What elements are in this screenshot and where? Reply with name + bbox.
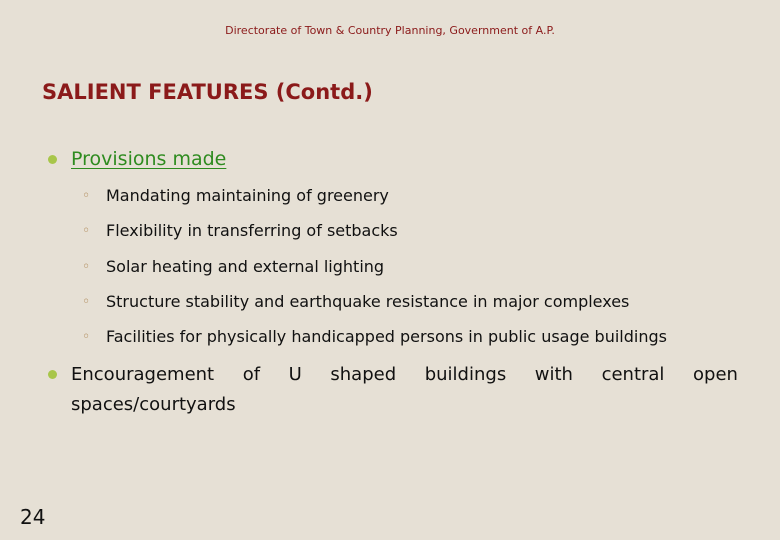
page-number: 24: [20, 505, 46, 529]
enc-word: with: [534, 364, 573, 385]
bullet-dot-icon: [48, 370, 57, 379]
encouragement-line1: [71, 364, 738, 385]
sub-item: [82, 186, 389, 205]
enc-word: central: [601, 364, 665, 385]
sub-item-text: Solar heating and external lighting: [106, 257, 385, 276]
bullet-encouragement: [48, 364, 738, 415]
bullet-dot-icon: [48, 155, 57, 164]
header-text: Directorate of Town & Country Planning, Government of A.P.: [225, 24, 555, 37]
sub-item: [82, 221, 398, 240]
enc-word: of: [242, 364, 261, 385]
ring-bullet-icon: ◦: [82, 187, 91, 204]
provisions-heading: Provisions made: [71, 148, 227, 170]
ring-bullet-icon: ◦: [82, 293, 91, 310]
enc-word: U: [288, 364, 302, 385]
sub-item-text: Structure stability and earthquake resistance in major complexes: [106, 292, 630, 311]
sub-item-text: Mandating maintaining of greenery: [106, 186, 389, 205]
bullet-provisions: [48, 148, 226, 170]
slide-title: SALIENT FEATURES (Contd.): [42, 80, 373, 104]
sub-item-text: Facilities for physically handicapped persons in public usage buildings: [106, 327, 667, 346]
ring-bullet-icon: ◦: [82, 222, 91, 239]
sub-item: [82, 327, 667, 346]
sub-item-text: Flexibility in transferring of setbacks: [106, 221, 398, 240]
ring-bullet-icon: ◦: [82, 328, 91, 345]
enc-word: buildings: [424, 364, 507, 385]
enc-word: shaped: [330, 364, 397, 385]
ring-bullet-icon: ◦: [82, 258, 91, 275]
sub-item: [82, 257, 384, 276]
enc-word: Encouragement: [71, 364, 215, 385]
enc-word: open: [693, 364, 738, 385]
encouragement-line2: spaces/courtyards: [71, 394, 236, 415]
sub-item: [82, 292, 629, 311]
